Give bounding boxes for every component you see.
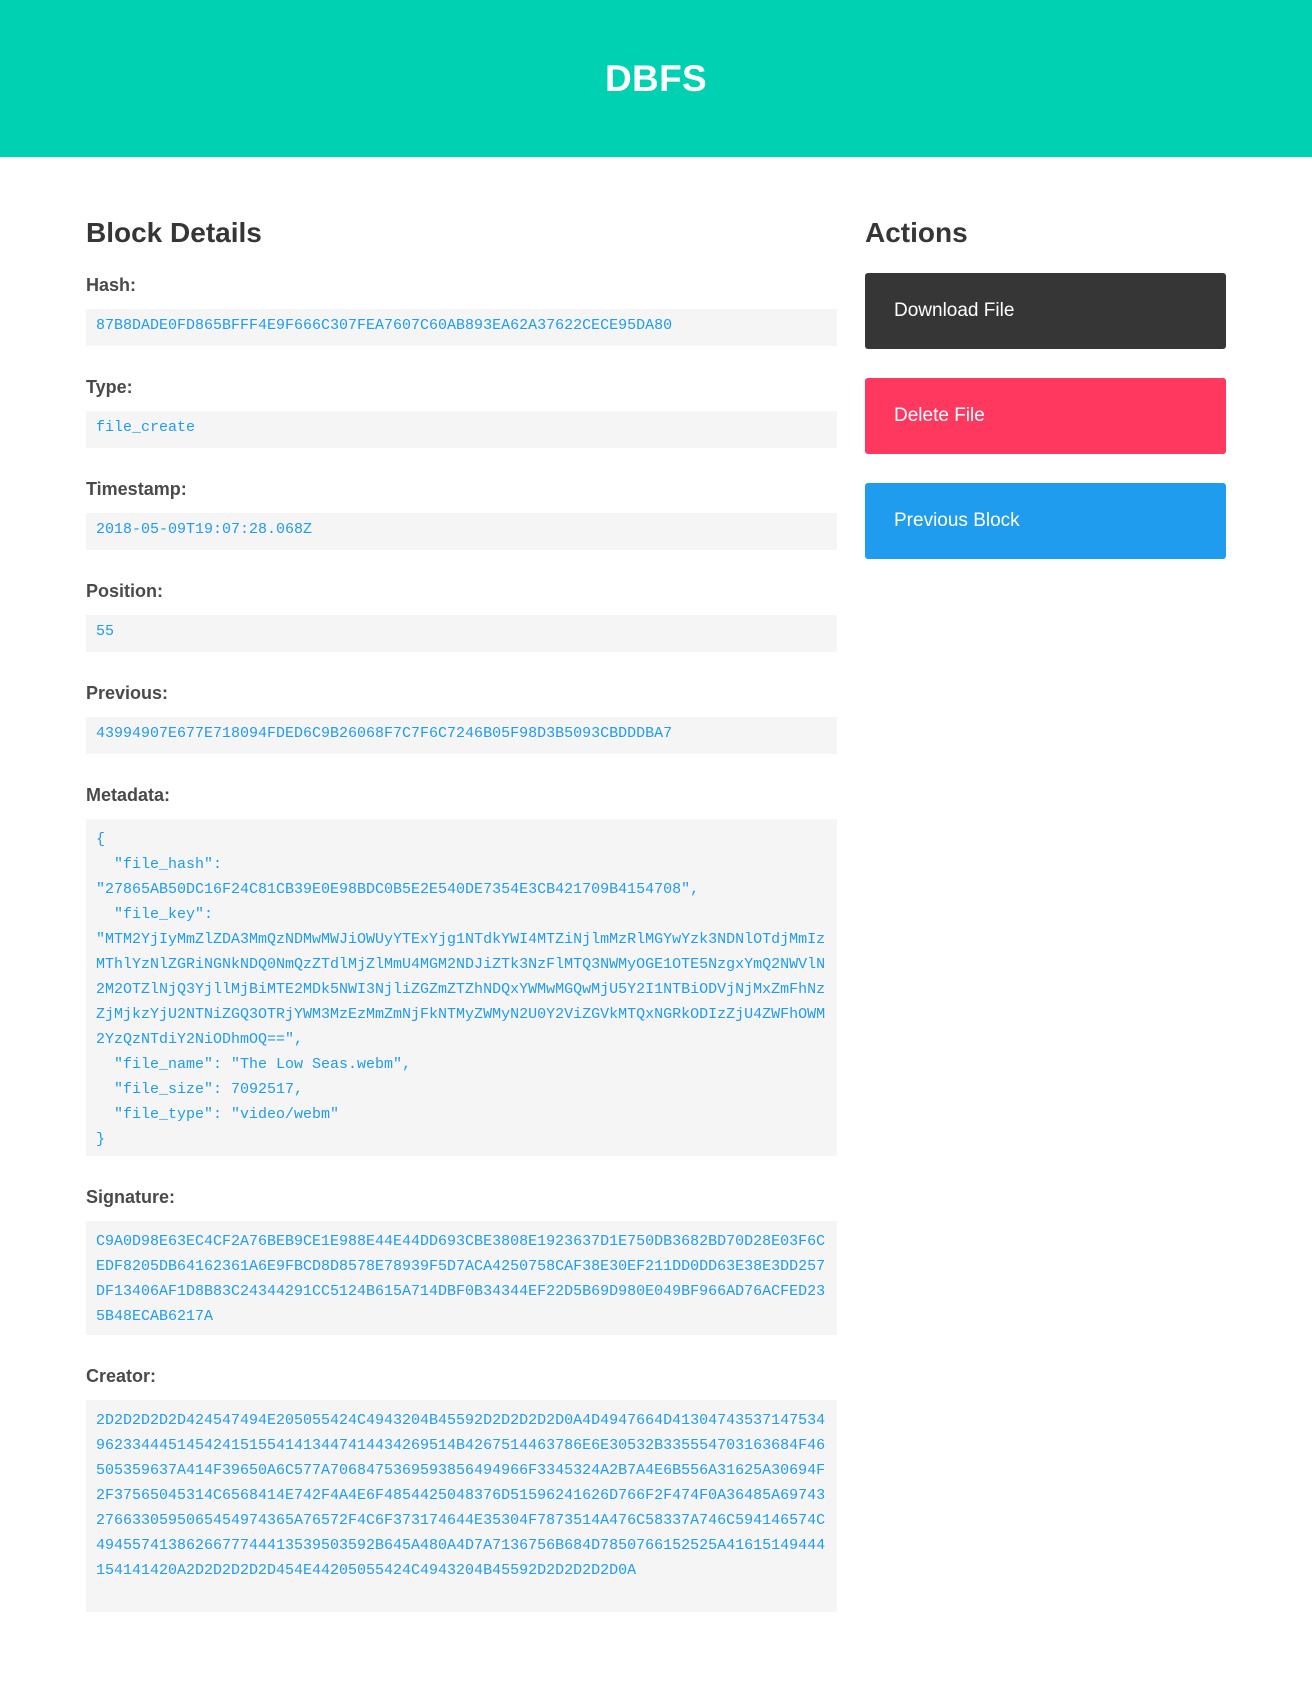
- metadata-field: [86, 783, 837, 1156]
- position-label: Position:: [86, 581, 163, 601]
- app-title: DBFS: [605, 57, 707, 99]
- type-value: file_create: [86, 411, 837, 448]
- previous-field: [86, 681, 837, 754]
- creator-label: Creator:: [86, 1366, 157, 1386]
- creator-value: 2D2D2D2D2D424547494E205055424C4943204B45592D2D2D2D2D0A4D4947664D413047435371475349623344451454241515541413447414434269514B4267514463786E6E30532B335554703163684F46505359637A414F39650A6C577A7068475369593856494966F3345324A2B7A4E6B556A31625A30694F2F37565045314C6568414E742F4A4E6F4854425048376D51596241626D766F2F474F0A36485A697432766330595065454974365A76572F4C6F373174644E35304F7873514A476C58337A746C594146574C4945574138626677744413539503592B645A480A4D7A7136756B684D7850766152525A41615149444154141420A2D2D2D2D2D454E44205055424C4943204B45592D2D2D2D2D0A: [86, 1400, 837, 1612]
- type-label: Type:: [86, 377, 133, 397]
- signature-value: C9A0D98E63EC4CF2A76BEB9CE1E988E44E44DD693CBE3808E1923637D1E750DB3682BD70D28E03F6CEDF8205DB64162361A6E9FBCD8D8578E78939F5D7ACA4250758CAF38E30EF211DD0DD63E38E3DD257DF13406AF1D8B83C24344291CC5124B615A714DBF0B34344EF22D5B69D980E049BF966AD76ACFED235B48ECAB6217A: [86, 1221, 837, 1335]
- signature-field: [86, 1185, 837, 1335]
- actions-title: Actions: [865, 217, 968, 248]
- block-details-section: [86, 215, 837, 1641]
- delete-file-button[interactable]: Delete File: [865, 378, 1226, 454]
- hash-value: 87B8DADE0FD865BFFF4E9F666C307FEA7607C60AB893EA62A37622CECE95DA80: [86, 309, 837, 346]
- block-details-title: Block Details: [86, 217, 262, 248]
- metadata-label: Metadata:: [86, 785, 171, 805]
- previous-value: 43994907E677E718094FDED6C9B26068F7C7F6C7246B05F98D3B5093CBDDDBA7: [86, 717, 837, 754]
- signature-label: Signature:: [86, 1187, 176, 1207]
- previous-label: Previous:: [86, 683, 169, 703]
- type-field: [86, 375, 837, 448]
- hero-header: [0, 0, 1312, 157]
- previous-block-button[interactable]: Previous Block: [865, 483, 1226, 559]
- timestamp-field: [86, 477, 837, 550]
- actions-section: [865, 215, 1226, 588]
- creator-field: [86, 1364, 837, 1612]
- timestamp-label: Timestamp:: [86, 479, 187, 499]
- hash-label: Hash:: [86, 275, 137, 295]
- metadata-value: { "file_hash": "27865AB50DC16F24C81CB39E0E98BDC0B5E2E540DE7354E3CB421709B4154708", "file_key": "MTM2YjIyMmZlZDA3MmQzNDMwMWJiOWUyYTExYjg1NTdkYWI4MTZiNjlmMzRlMGYwYzk3NDNlOTdjMmIzMThlYzNlZGRiNGNkNDQ0NmQzZTdlMjZlMmU4MGM2NDJiZTk3NzFlMTQ3NWMyOGE1OTE5NzgxYmQ2NWVlN2M2OTZlNjQ3YjllMjBiMTE2MDk5NWI3NjliZGZmZTZhNDQxYWMwMGQwMjU5Y2I1NTBiODVjNjMxZmFhNzZjMjkzYjU2NTNiZGQ3OTRjYWM3MzEzMmZmNjFkNTMyZWMyN2U0Y2ViZGVkMTQxNGRkODIzZjU4ZWFhOWM2YzQzNTdiY2NiODhmOQ==", "file_name": "The Low Seas.webm", "file_size": 7092517, "file_type": "video/webm" }: [86, 819, 837, 1156]
- hash-field: [86, 273, 837, 346]
- position-value: 55: [86, 615, 837, 652]
- position-field: [86, 579, 837, 652]
- download-file-button[interactable]: Download File: [865, 273, 1226, 349]
- timestamp-value: 2018-05-09T19:07:28.068Z: [86, 513, 837, 550]
